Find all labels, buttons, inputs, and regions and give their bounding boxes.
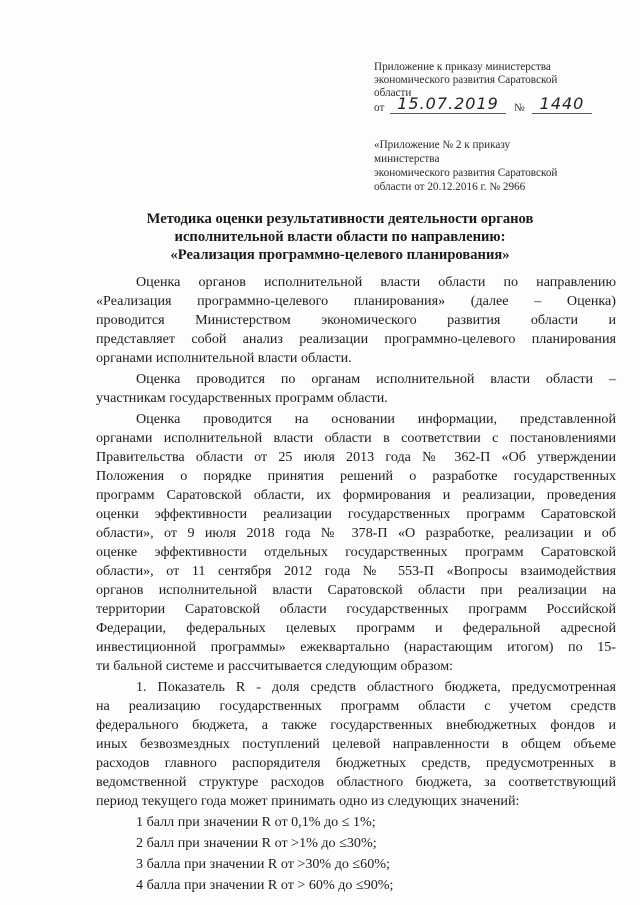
attachment-line: экономического развития Саратовской <box>374 74 558 86</box>
body-line: участникам государственных программ области. <box>96 390 388 406</box>
body-line: Оценка проводится по органам исполнительной власти области – <box>136 371 616 387</box>
body-line: органами исполнительной власти области. <box>96 350 352 366</box>
date-prefix: от <box>374 102 385 114</box>
body-line: «Реализация программно-целевого планирования» (далее – Оценка) <box>96 293 616 309</box>
number-prefix: № <box>514 102 525 114</box>
body-line: области», от 9 июля 2018 года № 378-П «О разработке, реализации и об <box>96 525 616 541</box>
body-line: 1. Показатель R - доля средств областного бюджета, предусмотренная <box>136 679 616 695</box>
body-line: органами исполнительной власти области в соответствии с постановлениями <box>96 430 616 446</box>
title-line: исполнительной власти области по направлению: <box>174 229 506 245</box>
attachment-line: области <box>374 87 412 99</box>
handwritten-order-number: 1440 <box>532 94 592 114</box>
score-item-line: 3 балла при значении R от >30% до ≤60%; <box>136 856 390 872</box>
score-item-line: 4 балла при значении R от > 60% до ≤90%; <box>136 877 394 893</box>
body-line: области», от 11 сентября 2012 года № 553-П «Вопросы взаимодействия <box>96 563 616 579</box>
body-line: Положения о порядке принятия решений о разработке государственных <box>96 468 616 484</box>
body-line: расходов главного распорядителя бюджетных средств, предусмотренных в <box>96 755 616 771</box>
annex-note-line: области от 20.12.2016 г. № 2966 <box>374 181 526 193</box>
annex-note-line: министерства <box>374 153 440 165</box>
body-line: Федерации, федеральных целевых программ и федеральной адресной <box>96 620 616 636</box>
score-item-line: 2 балл при значении R от >1% до ≤30%; <box>136 835 377 851</box>
title-line: «Реализация программно-целевого планирования» <box>170 247 510 263</box>
body-line: Оценка проводится на основании информации, представленной <box>136 411 616 427</box>
body-line: федерального бюджета, а также государственных внебюджетных фондов и <box>96 717 616 733</box>
body-line: Правительства области от 25 июля 2013 года № 362-П «Об утверждении <box>96 449 616 465</box>
body-line: ведомственной структуре расходов областного бюджета, за соответствующий <box>96 774 616 790</box>
body-line: программ Саратовской области, их формирования и реализации, проведения <box>96 487 616 503</box>
body-line: органов исполнительной власти Саратовской области при реализации на <box>96 582 616 598</box>
body-line: оценки эффективности реализации государственных программ Саратовской <box>96 506 616 522</box>
body-line: на реализацию государственных программ области с учетом средств <box>96 698 616 714</box>
attachment-line: Приложение к приказу министерства <box>374 61 551 73</box>
body-line: проводится Министерством экономического развития области и <box>96 312 616 328</box>
score-item-line: 1 балл при значении R от 0,1% до ≤ 1%; <box>136 814 376 830</box>
body-line: оценке эффективности отдельных государственных программ Саратовской <box>96 544 616 560</box>
body-line: инвестиционной программы» ежеквартально (нарастающим итогом) по 15- <box>96 639 616 655</box>
handwritten-date: 15.07.2019 <box>390 94 506 114</box>
body-line: период текущего года может принимать одно из следующих значений: <box>96 793 520 809</box>
annex-note-line: экономического развития Саратовской <box>374 167 558 179</box>
annex-note-line: «Приложение № 2 к приказу <box>374 139 511 151</box>
body-line: иных безвозмездных поступлений целевой направленности в общем объеме <box>96 736 616 752</box>
body-line: ти бальной системе и рассчитывается следующим образом: <box>96 658 454 674</box>
body-line: представляет собой анализ реализации программно-целевого планирования <box>96 331 616 347</box>
body-line: Оценка органов исполнительной власти области по направлению <box>136 274 616 290</box>
title-line: Методика оценки результативности деятельности органов <box>146 211 534 227</box>
body-line: территории Саратовской области государственных программ Российской <box>96 601 616 617</box>
